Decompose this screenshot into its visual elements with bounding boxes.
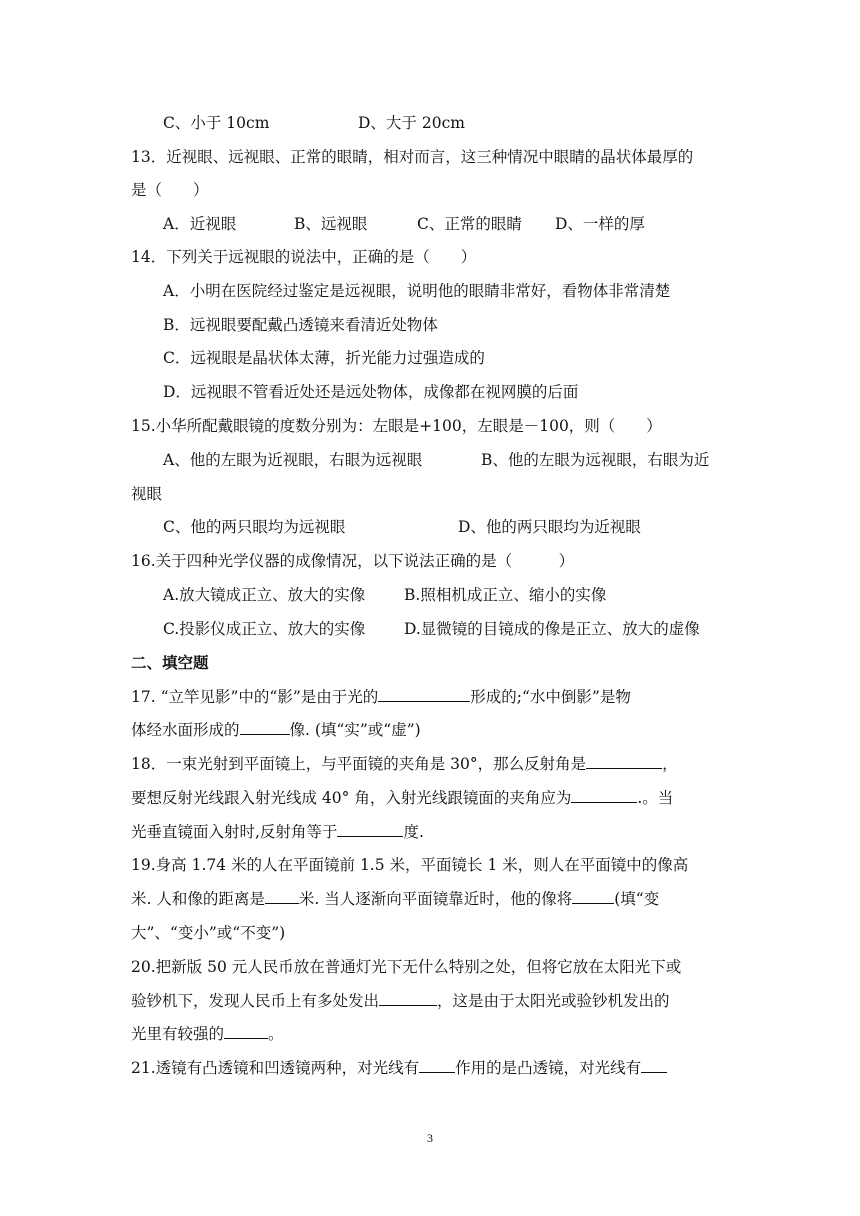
- q14-option-c: C．远视眼是晶状体太薄，折光能力过强造成的: [163, 349, 485, 367]
- q21-text-2: 作用的是凸透镜，对光线有: [455, 1059, 642, 1077]
- q21-line1: [131, 1058, 741, 1078]
- q14-option-d: D．远视眼不管看近处还是远处物体，成像都在视网膜的后面: [163, 383, 579, 401]
- q13-option-c: C、正常的眼睛: [417, 215, 522, 233]
- q18-text-6: 度.: [403, 823, 424, 841]
- q20-text-5: 。: [268, 1025, 284, 1043]
- q14-stem: 14．下列关于远视眼的说法中，正确的是（ ）: [131, 248, 477, 266]
- q18-line3: [131, 822, 741, 842]
- q21-text-1: 21.透镜有凸透镜和凹透镜两种，对光线有: [131, 1059, 420, 1077]
- q18-line2: [131, 788, 741, 808]
- q15-stem: 15.小华所配戴眼镜的度数分别为：左眼是+100，左眼是－100，则（ ）: [131, 417, 662, 435]
- q20-blank-1[interactable]: [379, 991, 437, 1006]
- q19-blank-2[interactable]: [265, 889, 299, 904]
- q20-blank-2[interactable]: [224, 1024, 268, 1039]
- q18-blank-1[interactable]: [586, 754, 662, 769]
- q15-options-cd: [163, 517, 773, 537]
- q19-text-3: 米. 当人逐渐向平面镜靠近时，他的像将: [298, 890, 573, 908]
- q15-option-c: C、他的两只眼均为远视眼: [163, 518, 346, 536]
- q17-text-3: 体经水面形成的: [131, 721, 240, 739]
- q21-blank-1[interactable]: [419, 1058, 455, 1073]
- q13-stem-line2: 是（ ）: [131, 181, 209, 199]
- q16-option-c: C.投影仪成正立、放大的实像: [163, 620, 366, 638]
- q15-option-b-cont: 视眼: [131, 485, 163, 503]
- q16-stem: 16.关于四种光学仪器的成像情况，以下说法正确的是（ ）: [131, 552, 575, 570]
- q17-blank-2[interactable]: [240, 720, 290, 735]
- q15-option-a: A、他的左眼为近视眼，右眼为远视眼: [163, 451, 423, 469]
- q14-option-b: B．远视眼要配戴凸透镜来看清近处物体: [163, 316, 438, 334]
- q19-line1: 19.身高 1.74 米的人在平面镜前 1.5 米，平面镜长 1 米，则人在平面镜中的像高: [131, 856, 689, 874]
- q20-line1: 20.把新版 50 元人民币放在普通灯光下无什么特别之处，但将它放在太阳光下或: [131, 958, 682, 976]
- q20-text-3: ，这是由于太阳光或验钞机发出的: [437, 992, 670, 1010]
- q17-line1: [131, 687, 741, 707]
- q18-text-1: 18．一束光射到平面镜上，与平面镜的夹角是 30°，那么反射角是: [131, 755, 587, 773]
- q20-text-4: 光里有较强的: [131, 1025, 225, 1043]
- q19-line2: [131, 889, 741, 909]
- q16-option-d: D.显微镜的目镜成的像是正立、放大的虚像: [404, 620, 700, 638]
- q18-blank-3[interactable]: [337, 822, 403, 837]
- q18-blank-2[interactable]: [571, 788, 637, 803]
- q12-options-cd: [163, 113, 773, 133]
- q17-text-4: 像. (填“实”或“虚”): [289, 721, 421, 739]
- q18-text-2: ，: [662, 755, 678, 773]
- section-fill-in-title: 二、填空题: [131, 654, 209, 672]
- q12-option-c: C、小于 10cm: [163, 114, 270, 132]
- q13-stem-line1: 13．近视眼、远视眼、正常的眼睛，相对而言，这三种情况中眼睛的晶状体最厚的: [131, 148, 694, 166]
- q20-line3: [131, 1024, 741, 1044]
- q15-options-ab: [163, 450, 773, 470]
- q15-option-b: B、他的左眼为远视眼，右眼为近: [481, 451, 710, 469]
- q16-option-b: B.照相机成正立、缩小的实像: [404, 586, 607, 604]
- q17-text-1: 17. “立竿见影”中的“影”是由于光的: [131, 688, 379, 706]
- page-number: 3: [427, 1131, 433, 1145]
- q19-text-2: 米. 人和像的距离是: [131, 890, 265, 908]
- q13-option-a: A．近视眼: [163, 215, 237, 233]
- q20-text-2: 验钞机下，发现人民币上有多处发出: [131, 992, 380, 1010]
- q13-option-d: D、一样的厚: [555, 215, 645, 233]
- q18-text-4: .。当: [637, 789, 674, 807]
- q17-blank-1[interactable]: [378, 687, 470, 702]
- q19-text-4: (填“变: [614, 890, 660, 908]
- q16-options-cd: [163, 619, 773, 639]
- q13-options: [163, 214, 773, 234]
- q16-option-a: A.放大镜成正立、放大的实像: [163, 586, 366, 604]
- q17-line2: [131, 720, 741, 740]
- q16-options-ab: [163, 585, 773, 605]
- q13-option-b: B、远视眼: [294, 215, 368, 233]
- q17-text-2: 形成的;“水中倒影”是物: [470, 688, 631, 706]
- q15-option-d: D、他的两只眼均为近视眼: [458, 518, 641, 536]
- q19-blank-3[interactable]: [572, 889, 614, 904]
- q14-option-a: A．小明在医院经过鉴定是远视眼，说明他的眼睛非常好，看物体非常清楚: [163, 282, 671, 300]
- q18-line1: [131, 754, 741, 774]
- q12-option-d: D、大于 20cm: [358, 114, 465, 132]
- q20-line2: [131, 991, 741, 1011]
- q18-text-3: 要想反射光线跟入射光线成 40° 角，入射光线跟镜面的夹角应为: [131, 789, 572, 807]
- q19-line3: 大”、“变小”或“不变”): [131, 924, 286, 942]
- q21-blank-2[interactable]: [641, 1058, 667, 1073]
- q18-text-5: 光垂直镜面入射时,反射角等于: [131, 823, 338, 841]
